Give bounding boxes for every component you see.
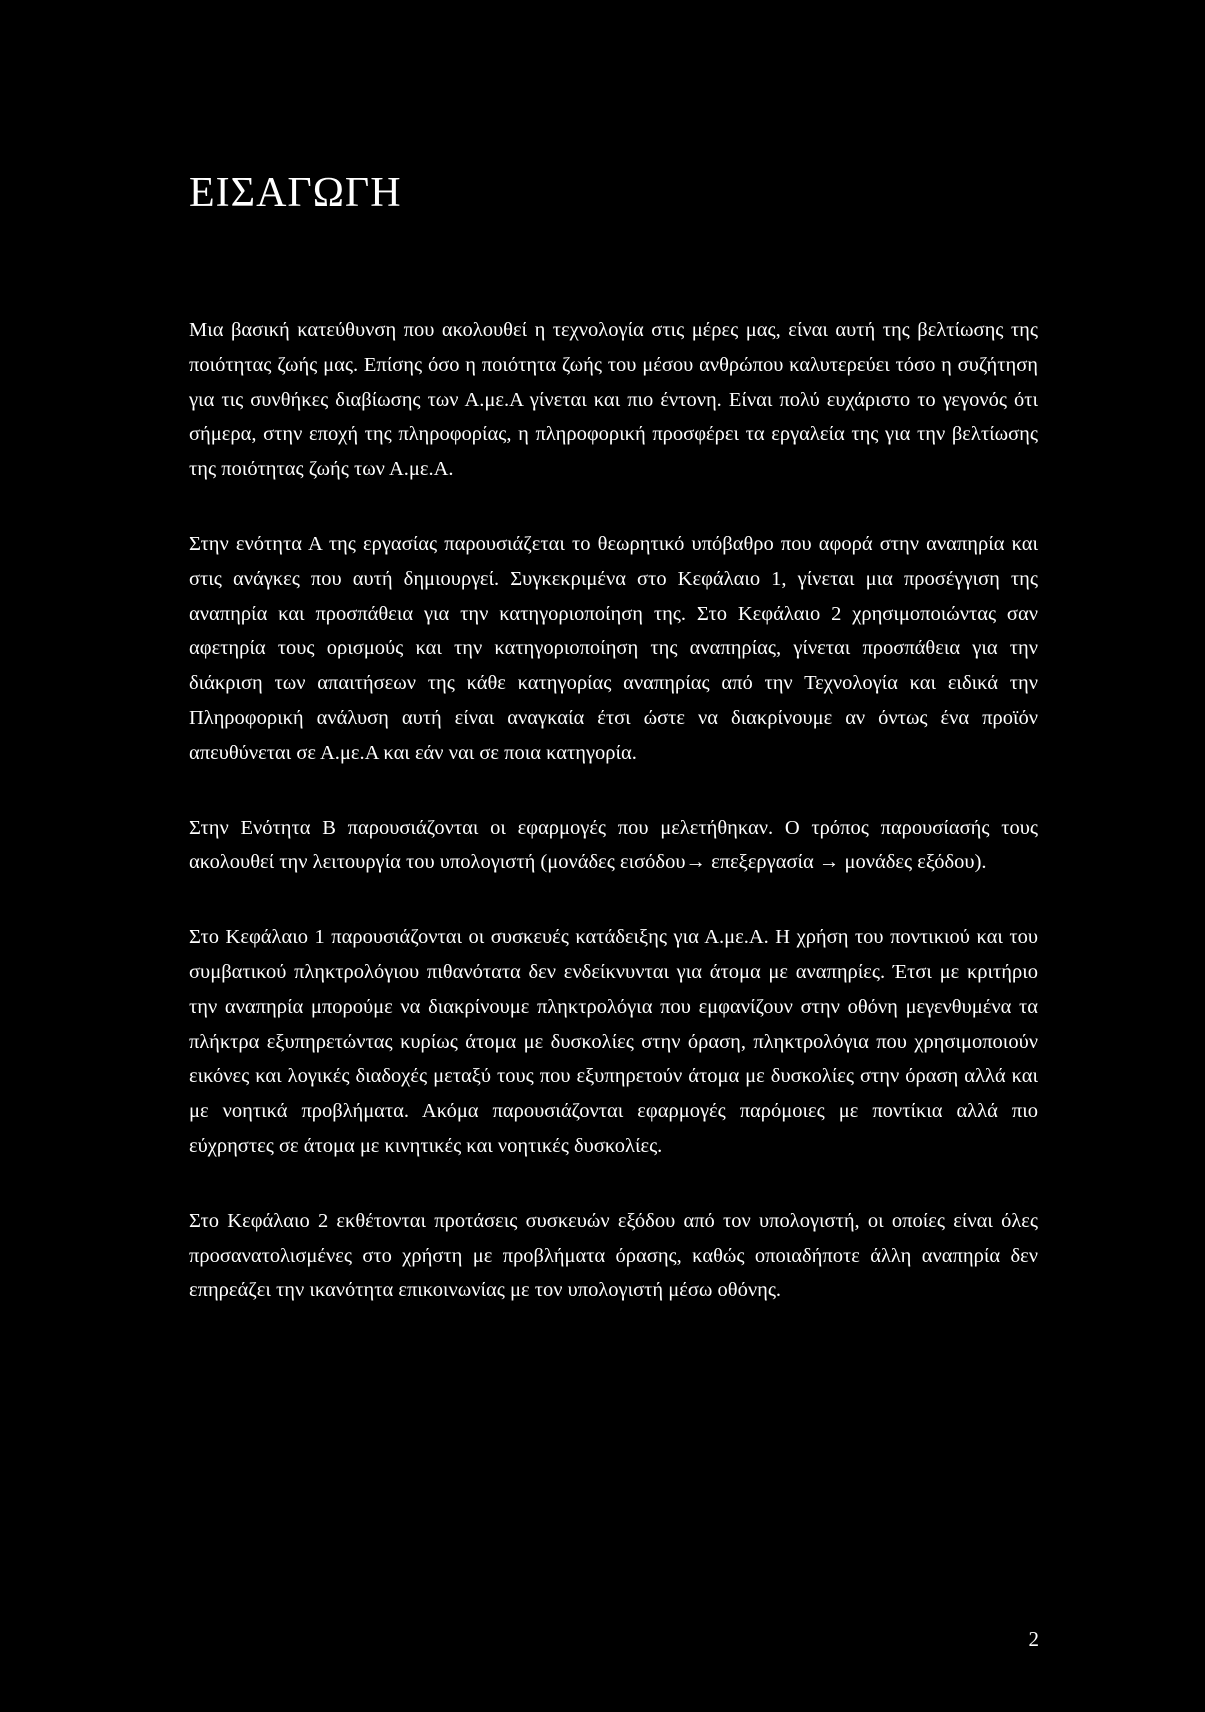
- paragraph-3: Στην Ενότητα Β παρουσιάζονται οι εφαρμογές που μελετήθηκαν. Ο τρόπος παρουσίασής τους ακολουθεί την λειτουργία του υπολογιστή (μονάδες εισόδου→ επεξεργασία → μονάδες εξόδου).: [189, 816, 1038, 874]
- page-title: ΕΙΣΑΓΩΓΗ: [189, 170, 402, 216]
- page-number: 2: [1028, 1627, 1039, 1651]
- paragraph-4: Στο Κεφάλαιο 1 παρουσιάζονται οι συσκευές κατάδειξης για Α.με.Α. Η χρήση του ποντικιού και του συμβατικού πληκτρολόγιου πιθανότατα δεν ενδείκνυνται για άτομα με αναπηρίες. Έτσι με κριτήριο την αναπηρία μπορούμε να διακρίνουμε πληκτρολόγια που εμφανίζουν στην οθόνη μεγενθυμένα τα πλήκτρα εξυπηρετώντας κυρίως άτομα με δυσκολίες στην όραση, πληκτρολόγια που χρησιμοποιούν εικόνες και λογικές διαδοχές μεταξύ τους που εξυπηρετούν άτομα με δυσκολίες στην όραση αλλά και με νοητικά προβλήματα. Ακόμα παρουσιάζονται εφαρμογές παρόμοιες με ποντίκια αλλά πιο εύχρηστες σε άτομα με κινητικές και νοητικές δυσκολίες.: [189, 926, 1038, 1157]
- body-text: [189, 313, 1038, 1348]
- paragraph-2: Στην ενότητα Α της εργασίας παρουσιάζεται το θεωρητικό υπόβαθρο που αφορά στην αναπηρία και στις ανάγκες που αυτή δημιουργεί. Συγκεκριμένα στο Κεφάλαιο 1, γίνεται μια προσέγγιση της αναπηρία και προσπάθεια για την κατηγοριοποίηση της. Στο Κεφάλαιο 2 χρησιμοποιώντας σαν αφετηρία τους ορισμούς και την κατηγοριοποίηση της αναπηρίας, γίνεται προσπάθεια για την διάκριση των απαιτήσεων της κάθε κατηγορίας αναπηρίας από την Τεχνολογία και ειδικά την Πληροφορική ανάλυση αυτή είναι αναγκαία έτσι ώστε να διακρίνουμε αν όντως ένα προϊόν απευθύνεται σε Α.με.Α και εάν ναι σε ποια κατηγορία.: [189, 532, 1038, 764]
- paragraph-1: Μια βασική κατεύθυνση που ακολουθεί η τεχνολογία στις μέρες μας, είναι αυτή της βελτίωσης της ποιότητας ζωής μας. Επίσης όσο η ποιότητα ζωής του μέσου ανθρώπου καλυτερεύει τόσο η συζήτηση για τις συνθήκες διαβίωσης των Α.με.Α γίνεται και πιο έντονη. Είναι πολύ ευχάριστο το γεγονός ότι σήμερα, στην εποχή της πληροφορίας, η πληροφορική προσφέρει τα εργαλεία της για την βελτίωσης της ποιότητας ζωής των Α.με.Α.: [189, 319, 1038, 481]
- paragraph-5: Στο Κεφάλαιο 2 εκθέτονται προτάσεις συσκευών εξόδου από τον υπολογιστή, οι οποίες είναι όλες προσανατολισμένες στο χρήστη με προβλήματα όρασης, καθώς οποιαδήποτε άλλη αναπηρία δεν επηρεάζει την ικανότητα επικοινωνίας με τον υπολογιστή μέσω οθόνης.: [189, 1209, 1038, 1302]
